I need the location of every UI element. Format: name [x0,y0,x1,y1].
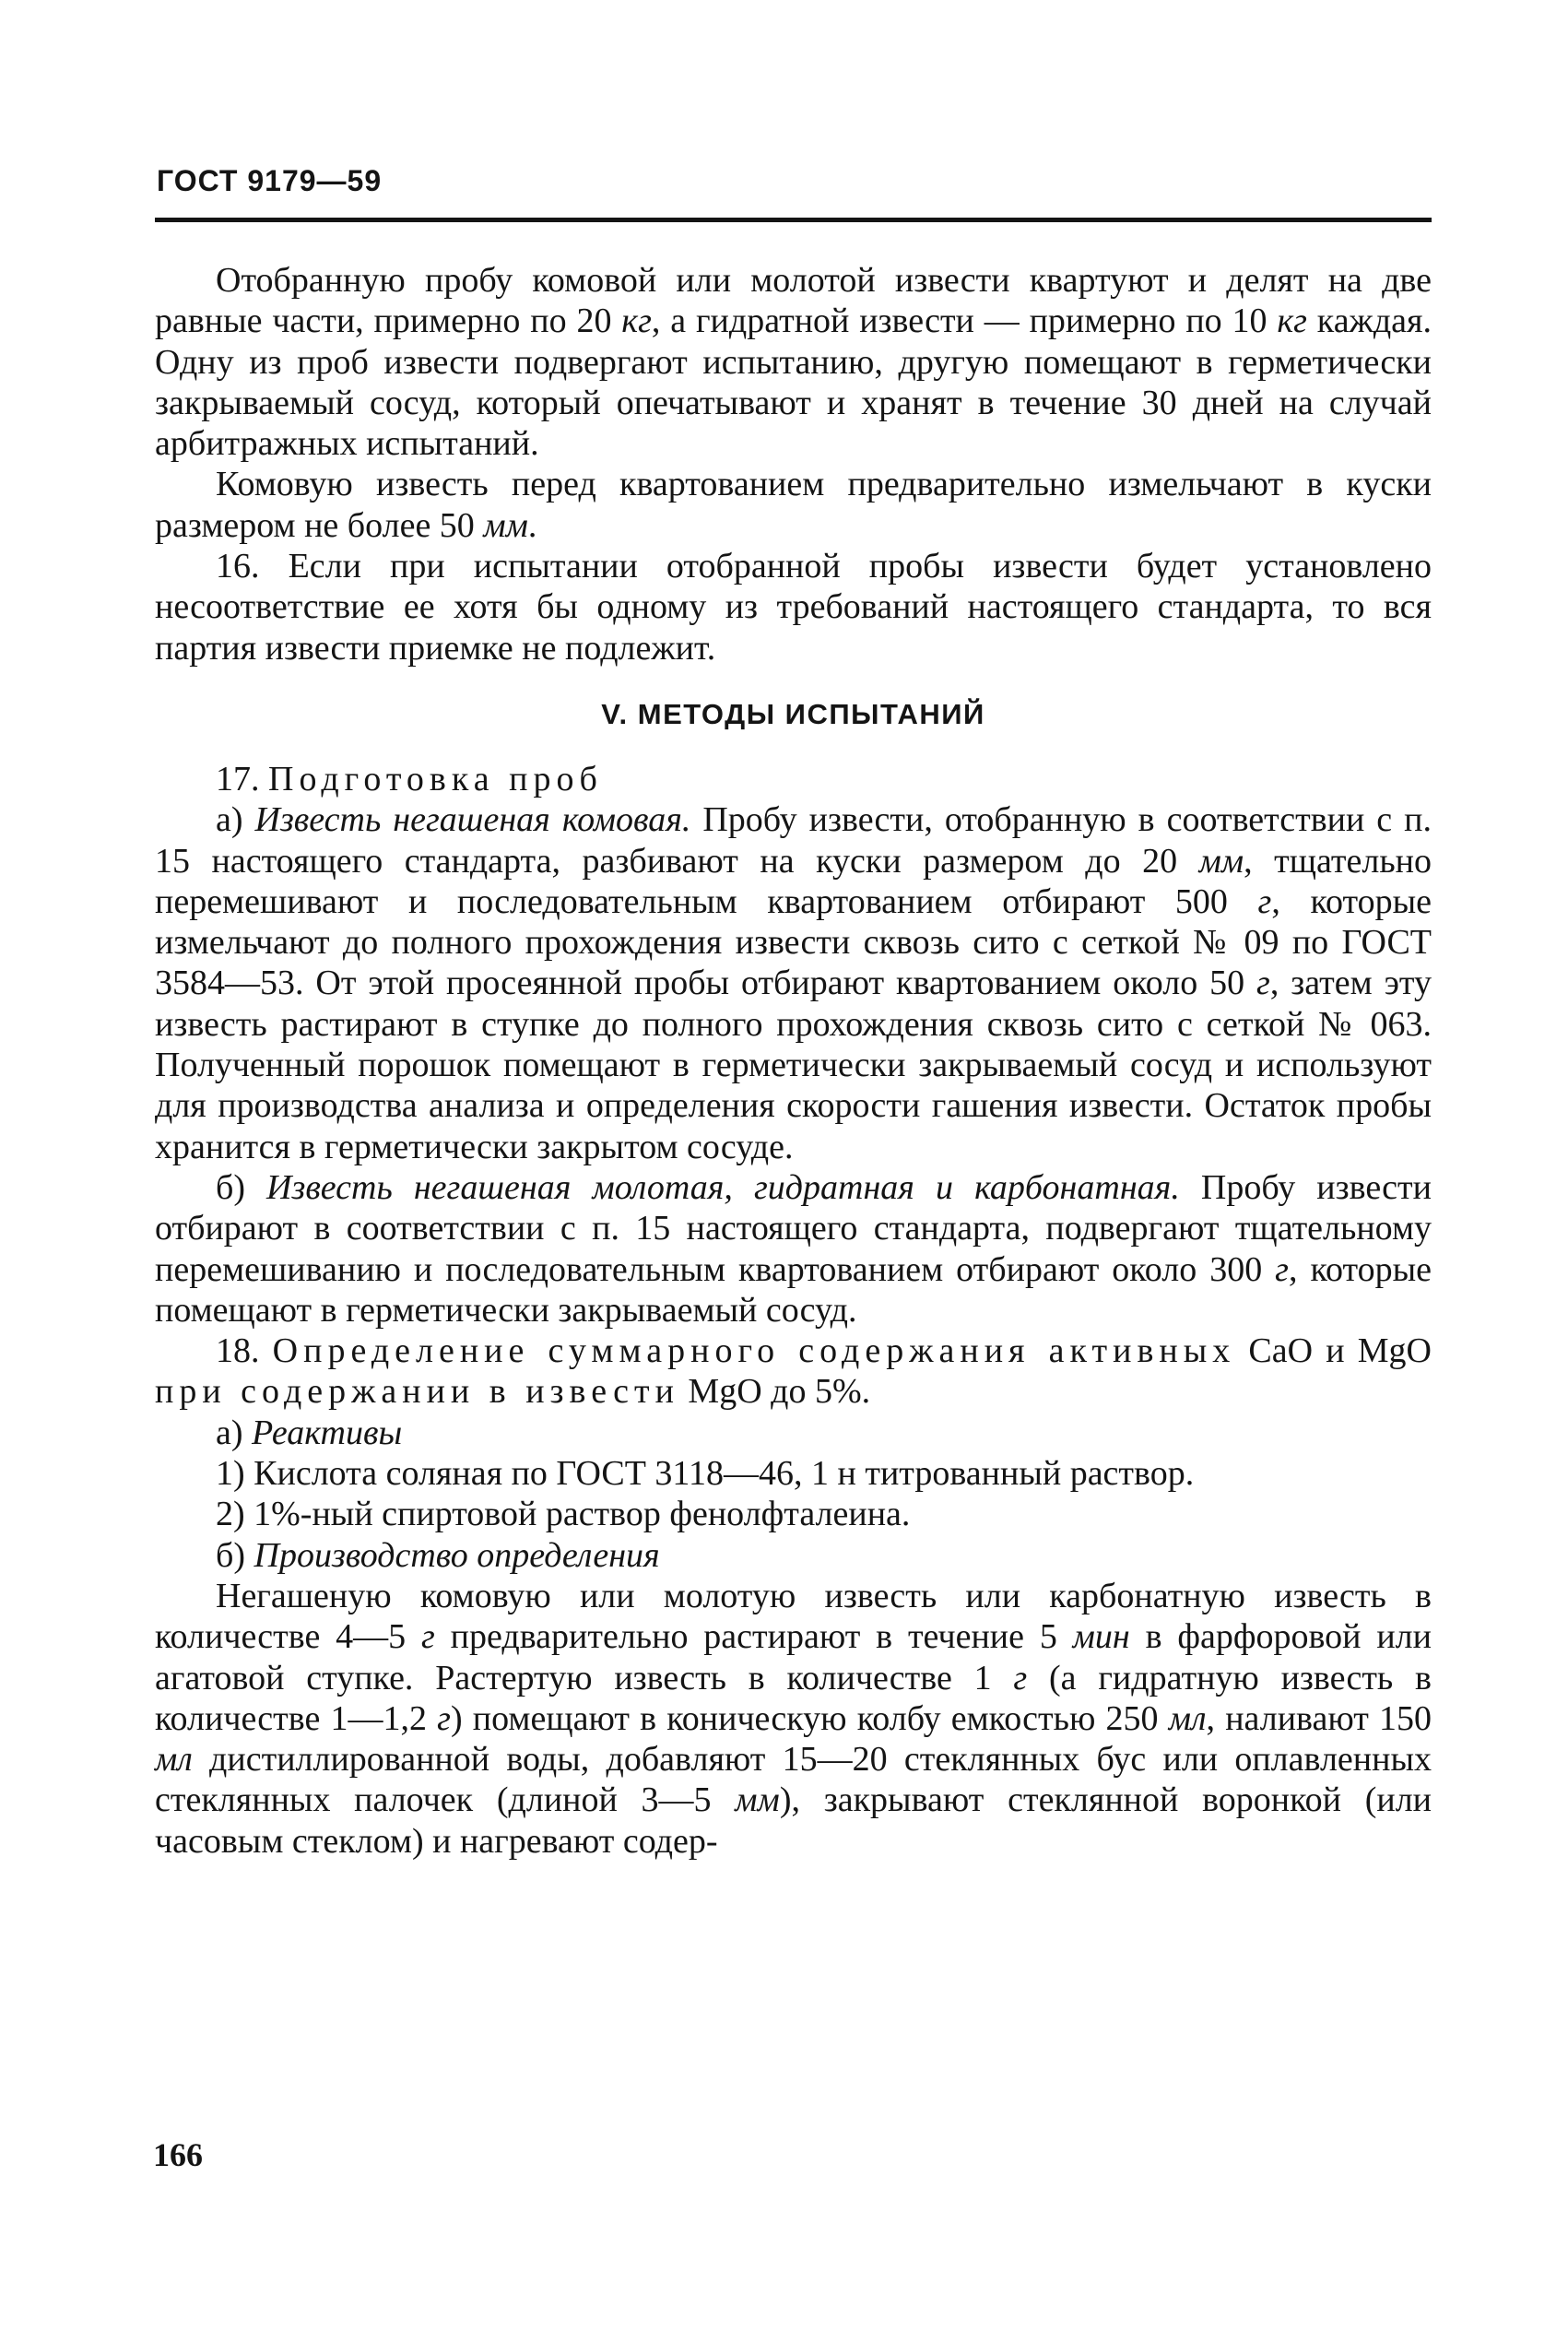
reagent-2: 2) 1%-ный спиртовой раствор фенолфталеина. [216,1495,911,1534]
page-number: 166 [153,2136,203,2173]
paragraph-17a: а) Известь негашеная комовая. Пробу извести, отобранную в соответствии с п. 15 настоящего стандарта, разбивают на куски размером до 20 мм, тщательно перемешивают и последовательным квартованием отбирают 500 г, которые измельчают до полного прохождения извести сквозь сито с сеткой № 09 по ГОСТ 3584—53. От этой просеянной пробы отбирают квартованием около 50 г, затем эту известь растирают в ступке до полного прохождения сквозь сито с сеткой № 063. Полученный порошок помещают в герметически закрываемый сосуд и используют для производства анализа и определения скорости гашения извести. Остаток пробы хранится в герметически закрытом сосуде. [155,800,1432,1166]
page-body [155,260,1432,1862]
paragraph-lump-lime: Комовую известь перед квартованием предварительно измельчают в куски размером не более 50 мм. [155,465,1432,545]
running-header: ГОСТ 9179—59 [157,164,383,197]
paragraph-16: 16. Если при испытании отобранной пробы извести будет установлено несоответствие ее хотя бы одному из требований настоящего стандарта, то вся партия извести приемке не подлежит. [155,547,1432,668]
paragraph-procedure: Негашеную комовую или молотую известь или карбонатную известь в количестве 4—5 г предварительно растирают в течение 5 мин в фарфоровой или агатовой ступке. Растертую известь в количестве 1 г (а гидратную известь в количестве 1—1,2 г) помещают в коническую колбу емкостью 250 мл, наливают 150 мл дистиллированной воды, добавляют 15—20 стеклянных бус или оплавленных стеклянных палочек (длиной 3—5 мм), закрывают стеклянной воронкой (или часовым стеклом) и нагревают содер- [155,1576,1432,1861]
paragraph-18a: а) Реактивы [216,1413,403,1452]
paragraph-17-title: 17. Подготовка проб [216,759,603,798]
section-heading: V. МЕТОДЫ ИСПЫТАНИЙ [601,697,985,730]
paragraph-18-title: 18. Определение суммарного содержания активных CaO и MgO при содержании в извести MgO до 5%. [155,1331,1432,1412]
header-rule [155,218,1432,222]
paragraph-sample-division: Отобранную пробу комовой или молотой извести квартуют и делят на две равные части, примерно по 20 кг, а гидратной извести — примерно по 10 кг каждая. Одну из проб извести подвергают испытанию, другую помещают в герметически закрываемый сосуд, который опечатывают и хранят в течение 30 дней на случай арбитражных испытаний. [155,261,1432,464]
paragraph-18b: б) Производство определения [216,1535,660,1575]
reagent-1: 1) Кислота соляная по ГОСТ 3118—46, 1 н титрованный раствор. [216,1454,1195,1494]
paragraph-17b: б) Известь негашеная молотая, гидратная и карбонатная. Пробу извести отбирают в соответствии с п. 15 настоящего стандарта, подвергают тщательному перемешиванию и последовательным квартованием отбирают около 300 г, которые помещают в герметически закрываемый сосуд. [155,1167,1432,1330]
